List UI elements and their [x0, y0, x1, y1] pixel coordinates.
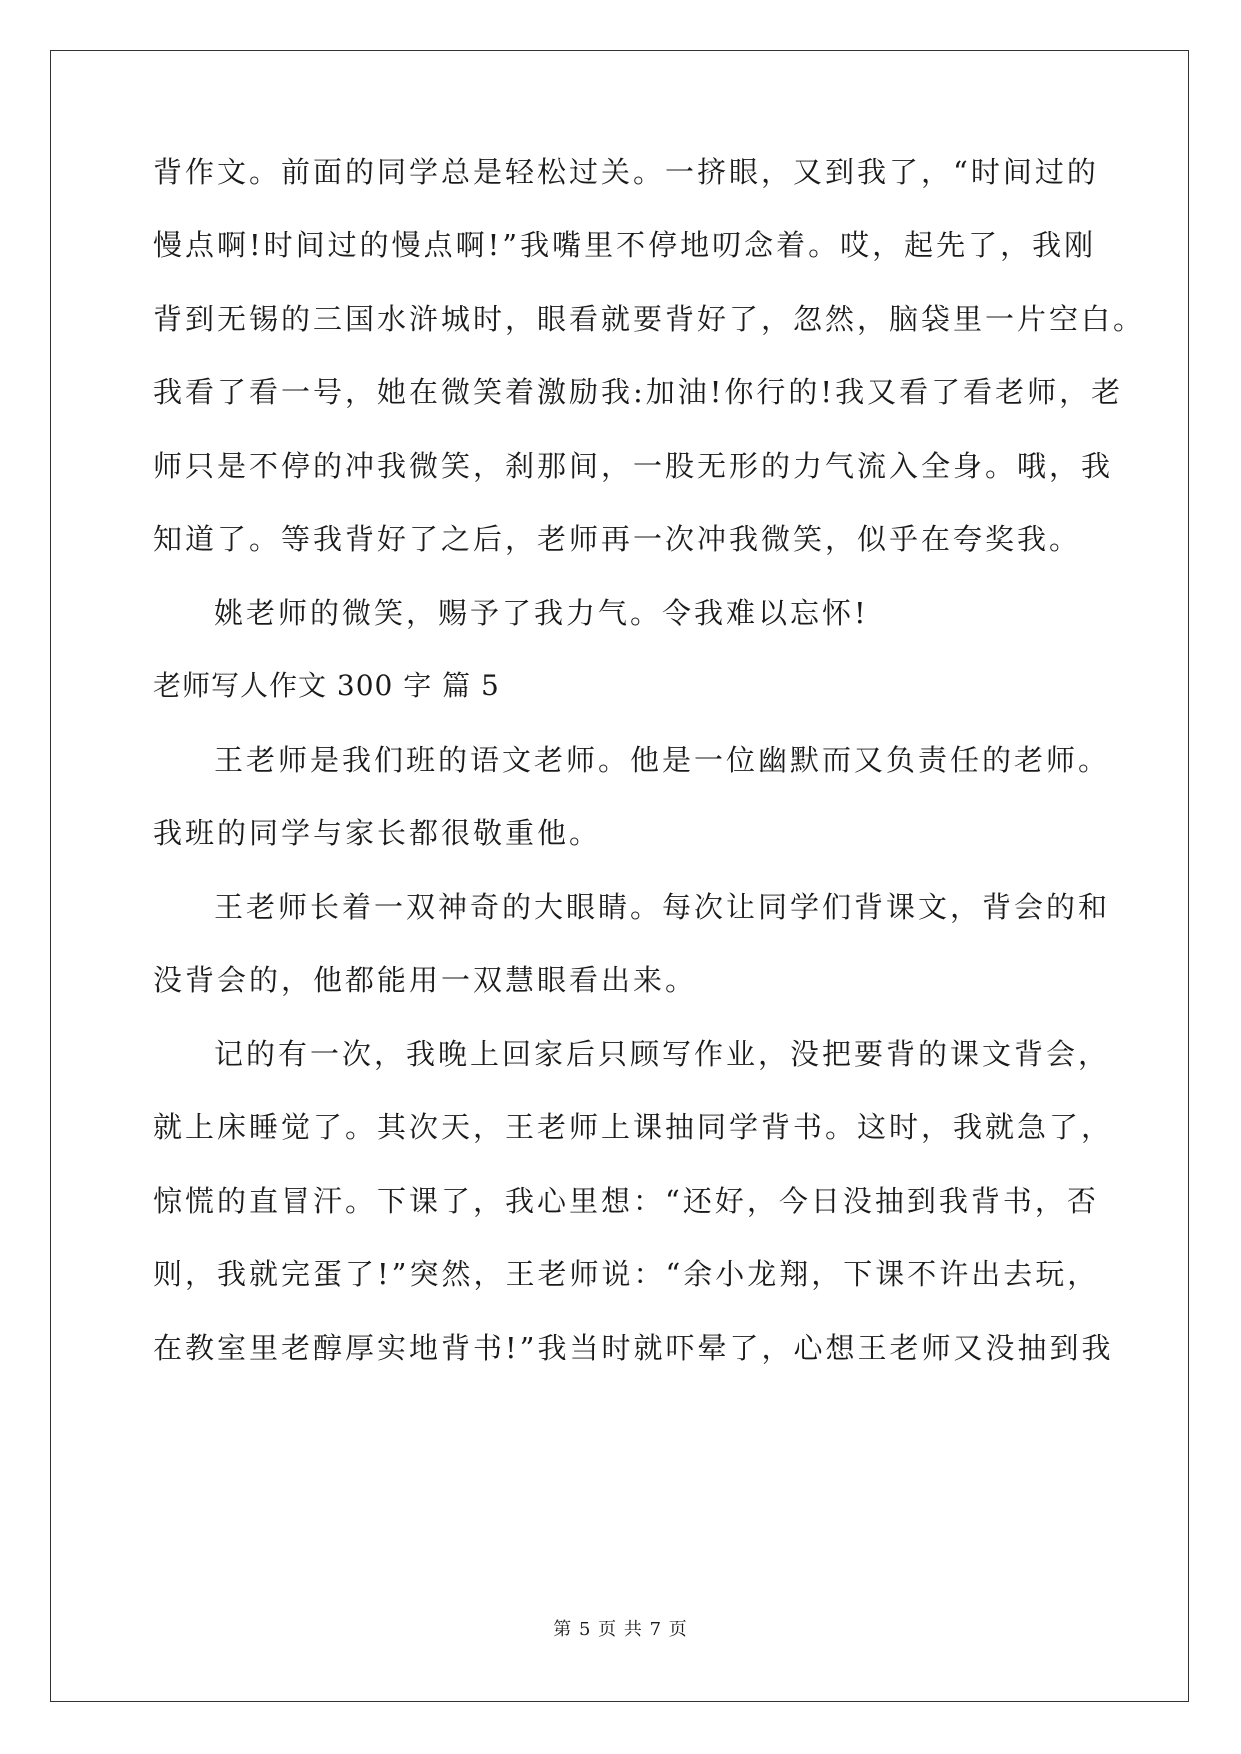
- paragraph-line: 慢点啊!时间过的慢点啊!”我嘴里不停地叨念着。哎，起先了，我刚: [153, 228, 1097, 262]
- paragraph-line: 惊慌的直冒汗。下课了，我心里想：“还好，今日没抽到我背书，否: [153, 1184, 1099, 1218]
- paragraph-line: 则，我就完蛋了!”突然，王老师说：“余小龙翔，下课不许出去玩，: [153, 1257, 1100, 1291]
- paragraph-line: 王老师是我们班的语文老师。他是一位幽默而又负责任的老师。: [214, 743, 1111, 777]
- paragraph-line: 姚老师的微笑，赐予了我力气。令我难以忘怀!: [214, 596, 869, 630]
- paragraph-line: 我看了看一号，她在微笑着激励我:加油!你行的!我又看了看老师，老: [153, 375, 1124, 409]
- paragraph-line: 在教室里老醇厚实地背书!”我当时就吓晕了，心想王老师又没抽到我: [153, 1331, 1114, 1365]
- paragraph-line: 师只是不停的冲我微笑，刹那间，一股无形的力气流入全身。哦，我: [153, 449, 1114, 483]
- paragraph-line: 知道了。等我背好了之后，老师再一次冲我微笑，似乎在夸奖我。: [153, 522, 1082, 556]
- paragraph-line: 背作文。前面的同学总是轻松过关。一挤眼，又到我了，“时间过的: [153, 155, 1099, 189]
- paragraph-line: 王老师长着一双神奇的大眼睛。每次让同学们背课文，背会的和: [214, 890, 1111, 924]
- paragraph-line: 就上床睡觉了。其次天，王老师上课抽同学背书。这时，我就急了，: [153, 1110, 1114, 1144]
- paragraph-line: 我班的同学与家长都很敬重他。: [153, 816, 602, 850]
- paragraph-line: 没背会的，他都能用一双慧眼看出来。: [153, 963, 698, 997]
- section-heading: 老师写人作文 300 字 篇 5: [153, 669, 500, 702]
- paragraph-line: 记的有一次，我晚上回家后只顾写作业，没把要背的课文背会，: [214, 1037, 1111, 1071]
- page-number: 第 5 页 共 7 页: [553, 1619, 688, 1640]
- paragraph-line: 背到无锡的三国水浒城时，眼看就要背好了，忽然，脑袋里一片空白。: [153, 302, 1146, 336]
- page-border: [50, 50, 1189, 1702]
